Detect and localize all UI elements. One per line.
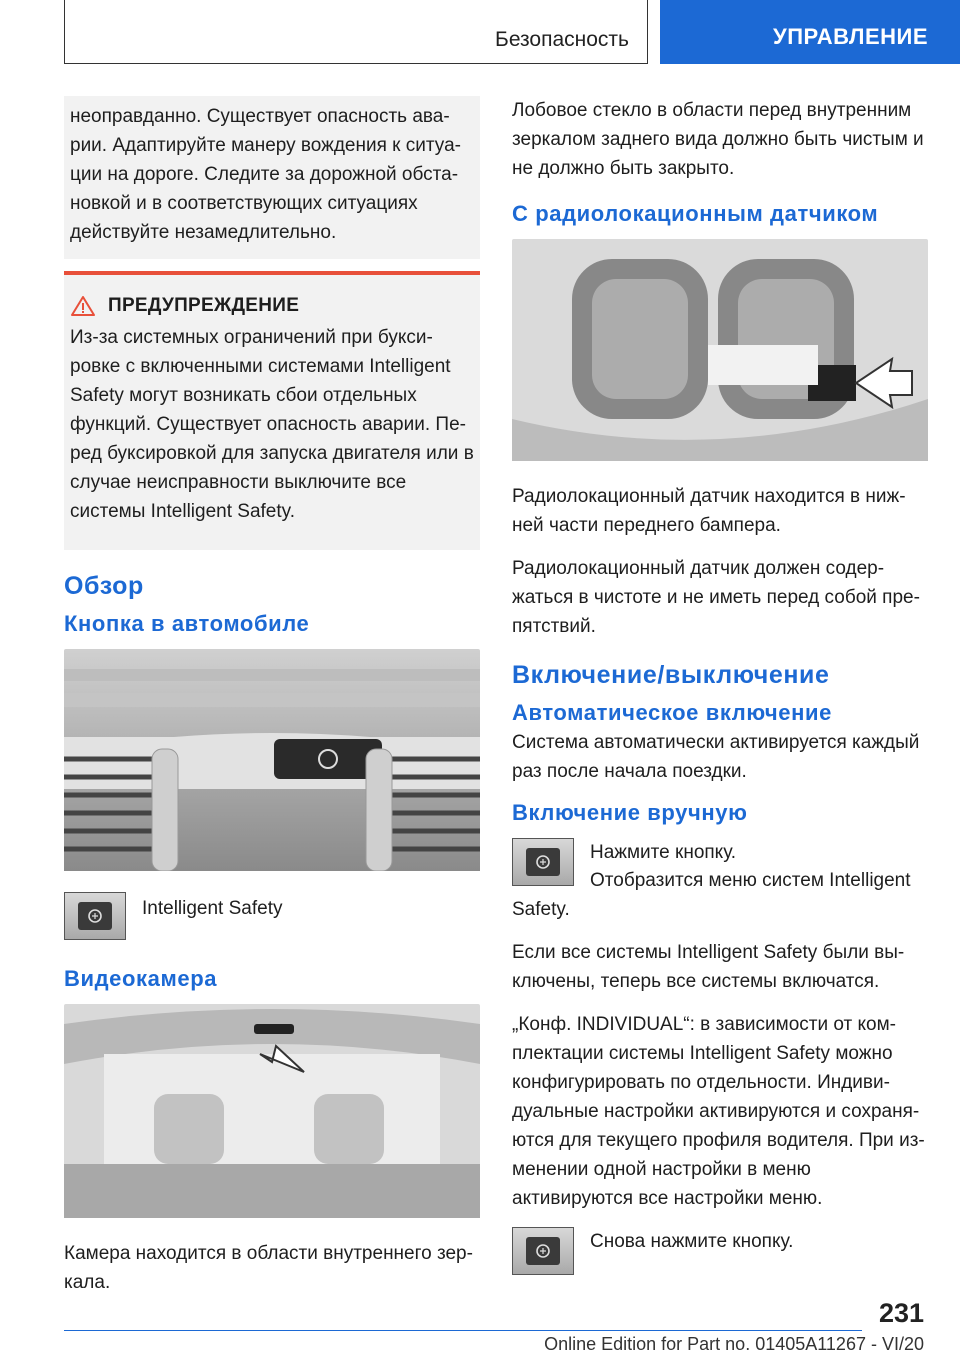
menu-shown-text: Отобразится меню систем Intelligent Safety. (512, 870, 911, 920)
continued-text: неоправданно. Существует опасность ава-рии. Адаптируйте манеру вождения к ситуа-ции на дороге. Следите за дорожной обста-новкой и в соответствующих ситуациях действуйте незамедлительно. (70, 106, 461, 243)
heading-auto-on: Автоматическое включение (512, 700, 832, 725)
page-number: 231 (878, 1298, 924, 1328)
radar-bumper-photo (512, 239, 928, 466)
footer-divider (64, 1330, 862, 1331)
left-column (64, 96, 480, 1311)
radar-text-1: Радиолокационный датчик находится в ниж-ней части переднего бампера. (512, 486, 906, 536)
camera-text: Камера находится в области внутреннего зер-кала. (64, 1243, 473, 1293)
dashboard-button-photo (64, 649, 480, 876)
radar-text-2: Радиолокационный датчик должен содер-жаться в чистоте и не иметь перед собой пре-пятствий. (512, 558, 920, 637)
intelligent-safety-button-icon (512, 1227, 574, 1275)
right-column (512, 96, 928, 1289)
windshield-text: Лобовое стекло в области перед внутренним зеркалом заднего вида должно быть чистым и не должно быть закрыто. (512, 100, 924, 179)
edition-text: Online Edition for Part no. 01405A11267 - VI/20 (544, 1334, 924, 1354)
button-caption: Intelligent Safety (142, 898, 283, 919)
press-button-text: Нажмите кнопку. (590, 842, 737, 863)
warning-box (64, 271, 480, 550)
intelligent-safety-button-icon (64, 892, 126, 940)
all-off-text: Если все системы Intelligent Safety были вы-ключены, теперь все системы включатся. (512, 942, 905, 992)
press-again-row (512, 1227, 928, 1275)
camera-photo (64, 1004, 480, 1223)
warning-triangle-icon (70, 295, 96, 317)
header-section-box (64, 0, 648, 64)
header-section-title: Безопасность (495, 28, 629, 51)
press-again-text: Снова нажмите кнопку. (590, 1231, 794, 1252)
heading-button-in-car: Кнопка в автомобиле (64, 611, 310, 636)
header-chapter-tab (660, 0, 960, 64)
intelligent-safety-button-row (64, 892, 480, 940)
warning-title: ПРЕДУПРЕЖДЕНИЕ (108, 295, 300, 316)
heading-manual-on: Включение вручную (512, 800, 748, 825)
heading-camera: Видеокамера (64, 966, 218, 991)
individual-text: „Конф. INDIVIDUAL“: в зависимости от ком-плектации системы Intelligent Safety можно конфигурировать по отдельности. Индиви-дуальные настройки активируются и сохраня-ются для текущего профиля водителя. При из-менении одной настройки в меню активируются все настройки меню. (512, 1014, 925, 1209)
heading-overview: Обзор (64, 572, 144, 600)
warning-text: Из-за системных ограничений при букси-ровке с включенными системами Intelligent Safety могут возникать сбои отдельных функций. Существует опасность аварии. Пе-ред буксировкой для запуска двигателя или в случае неисправности выключите все системы Intelligent Safety. (70, 327, 474, 522)
intelligent-safety-button-icon (512, 838, 574, 886)
header-chapter-title: УПРАВЛЕНИЕ (773, 24, 928, 49)
heading-on-off: Включение/выключение (512, 661, 830, 689)
heading-radar: С радиолокационным датчиком (512, 201, 879, 226)
continued-notice-box (64, 96, 480, 259)
auto-text: Система автоматически активируется каждый раз после начала поездки. (512, 732, 920, 782)
